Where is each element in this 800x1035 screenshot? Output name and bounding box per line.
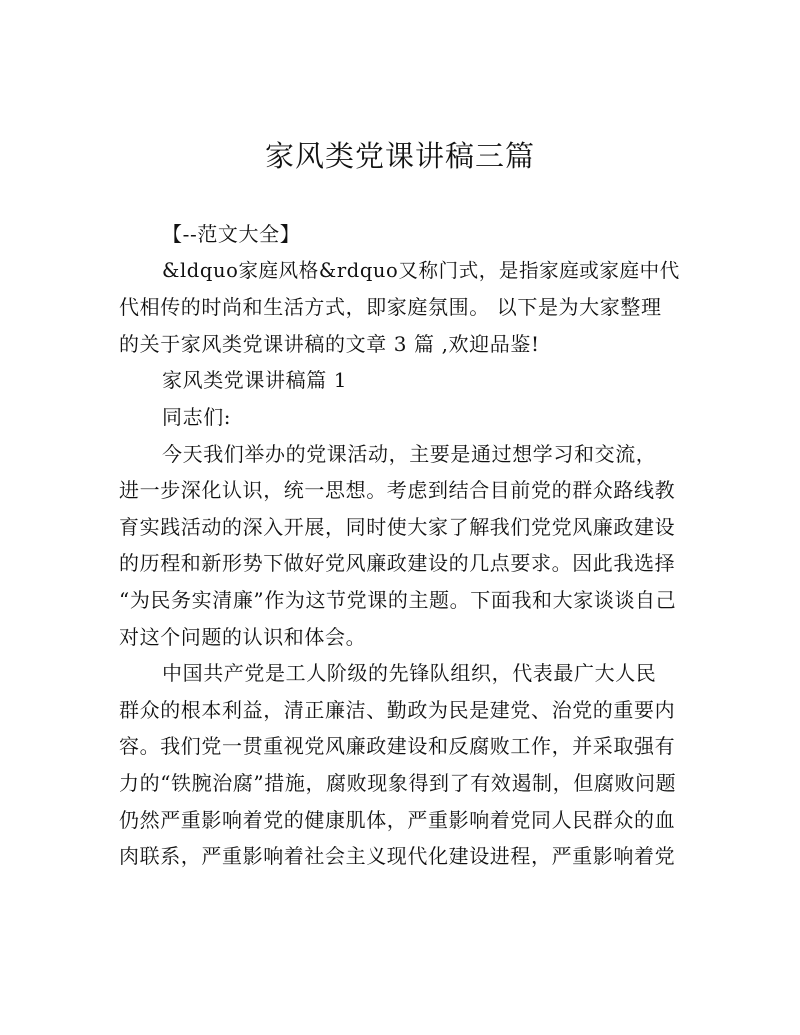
intro-line: 的关于家风类党课讲稿的文章 3 篇 ,欢迎品鉴! bbox=[119, 331, 540, 356]
intro-line: &ldquo家庭风格&rdquo又称门式，是指家庭或家庭中代 bbox=[162, 258, 680, 282]
document-title: 家风类党课讲稿三篇 bbox=[264, 139, 535, 173]
paragraph-line: 肉联系，严重影响着社会主义现代化建设进程，严重影响着党 bbox=[119, 844, 676, 869]
section-heading: 家风类党课讲稿篇 1 bbox=[162, 368, 348, 393]
paragraph-line: 力的“铁腕治腐”措施，腐败现象得到了有效遏制，但腐败问题 bbox=[119, 770, 677, 795]
paragraph-line: “为民务实清廉”作为这节党课的主题。下面我和大家谈谈自己 bbox=[119, 587, 677, 612]
paragraph-line: 中国共产党是工人阶级的先锋队组织，代表最广大人民 bbox=[162, 661, 657, 686]
source-tag: 【--范文大全】 bbox=[162, 222, 301, 246]
paragraph-line: 的历程和新形势下做好党风廉政建设的几点要求。因此我选择 bbox=[119, 551, 676, 576]
paragraph-line: 群众的根本利益，清正廉洁、勤政为民是建党、治党的重要内 bbox=[119, 697, 676, 722]
salutation: 同志们: bbox=[162, 404, 232, 429]
document-body bbox=[119, 216, 683, 875]
paragraph-line: 进一步深化认识，统一思想。考虑到结合目前党的群众路线教 bbox=[119, 478, 676, 503]
paragraph-line: 育实践活动的深入开展，同时使大家了解我们党党风廉政建设 bbox=[119, 514, 676, 539]
paragraph-line: 对这个问题的认识和体会。 bbox=[119, 624, 367, 649]
intro-line: 代相传的时尚和生活方式，即家庭氛围。 以下是为大家整理 bbox=[119, 295, 662, 320]
paragraph-line: 容。我们党一贯重视党风廉政建设和反腐败工作，并采取强有 bbox=[119, 734, 676, 759]
paragraph-line: 仍然严重影响着党的健康肌体，严重影响着党同人民群众的血 bbox=[119, 807, 676, 832]
paragraph-line: 今天我们举办的党课活动，主要是通过想学习和交流， bbox=[162, 441, 657, 466]
